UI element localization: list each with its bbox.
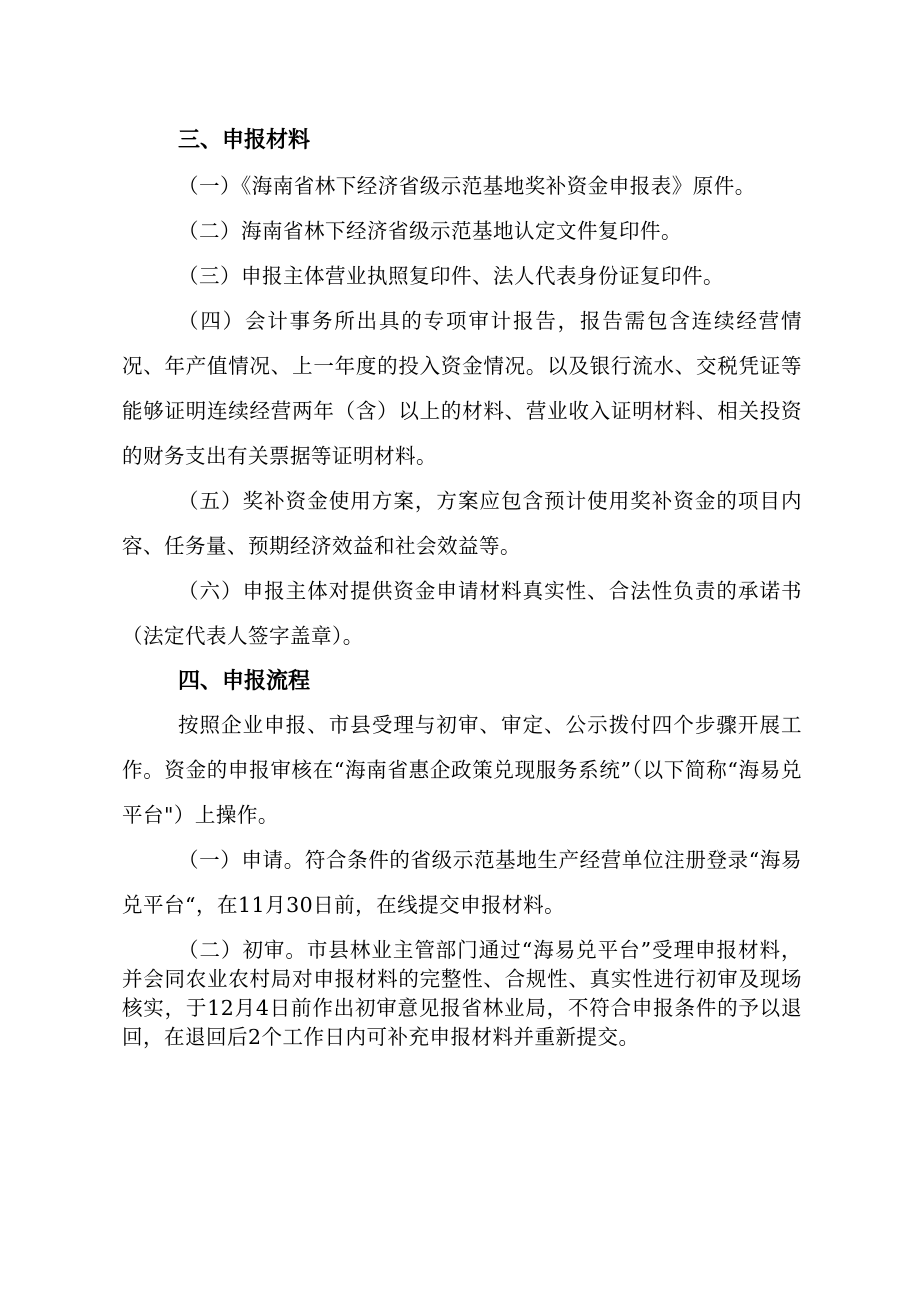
section-heading-materials: 三、申报材料 <box>178 128 311 153</box>
materials-item-2: （二）海南省林下经济省级示范基地认定文件复印件。 <box>178 219 682 243</box>
process-intro: 按照企业申报、市县受理与初审、审定、公示拨付四个步骤开展工作。资金的申报审核在“海南省惠企政策兑现服务系统”（以下简称“海易兑平台"）上操作。 <box>122 713 802 827</box>
section-heading-process: 四、申报流程 <box>178 669 311 694</box>
materials-item-4: （四）会计事务所出具的专项审计报告，报告需包含连续经营情况、年产值情况、上一年度的投入资金情况。以及银行流水、交税凭证等能够证明连续经营两年（含）以上的材料、营业收入证明材料、相关投资的财务支出有关票据等证明材料。 <box>122 309 802 468</box>
materials-item-3: （三）申报主体营业执照复印件、法人代表身份证复印件。 <box>178 264 724 288</box>
process-item-1: （一）申请。符合条件的省级示范基地生产经营单位注册登录“海易兑平台“，在11月30日前，在线提交申报材料。 <box>122 848 802 917</box>
process-item-2: （二）初审。市县林业主管部门通过“海易兑平台”受理申报材料，并会同农业农村局对申报材料的完整性、合规性、真实性进行初审及现场核实，于12月4日前作出初审意见报省林业局，不符合申报条件的予以退回，在退回后2个工作日内可补充申报材料并重新提交。 <box>122 938 802 1049</box>
document-body <box>122 120 802 1052</box>
materials-item-1: （一）《海南省林下经济省级示范基地奖补资金申报表》原件。 <box>178 174 756 198</box>
materials-item-6: （六）申报主体对提供资金申请材料真实性、合法性负责的承诺书（法定代表人签字盖章）。 <box>122 579 802 648</box>
materials-item-5: （五）奖补资金使用方案，方案应包含预计使用奖补资金的项目内容、任务量、预期经济效益和社会效益等。 <box>122 489 802 558</box>
